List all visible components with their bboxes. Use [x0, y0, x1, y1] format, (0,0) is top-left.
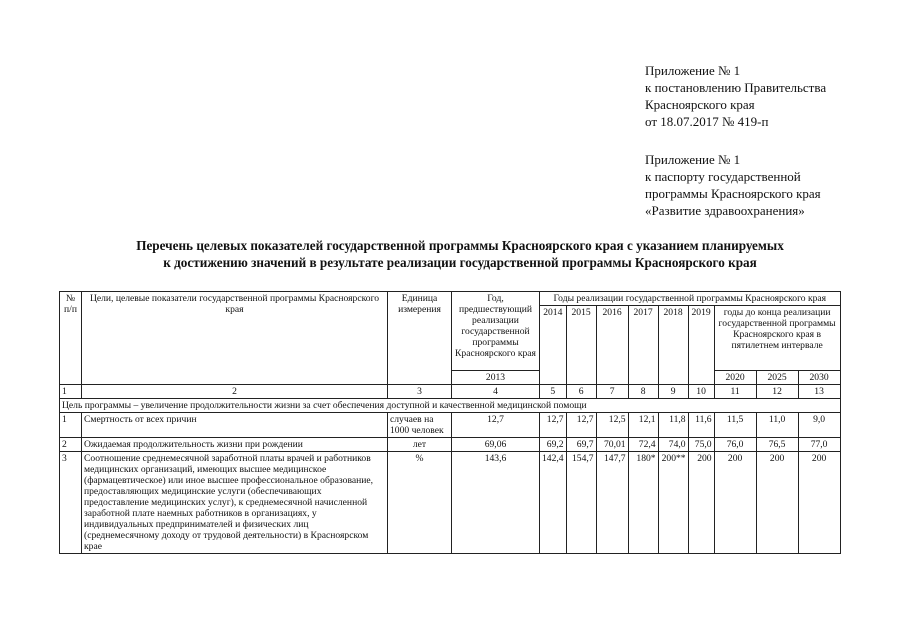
row-value: 180*	[628, 452, 658, 554]
appendix-line: Приложение № 1	[645, 152, 741, 167]
header-num: № п/п	[60, 292, 82, 385]
header-future-year: 2025	[756, 371, 798, 385]
table-header-row	[60, 292, 841, 306]
header-year: 2014	[540, 306, 567, 385]
row-base-value: 69,06	[452, 438, 540, 452]
row-name: Соотношение среднемесячной заработной платы врачей и работников медицинских организаций, имеющих высшее медицинское (фармацевтическое) или иное высшее профессиональное образование, предоставляющих медицинские услуги (обеспечивающих предоставление медицинских услуг), к среднемесячной начисленной заработной плате наемных работников в организациях, у индивидуальных предпринимателей и физических лиц (среднемесячному доходу от трудовой деятельности) в Красноярском крае	[82, 452, 388, 554]
row-value: 72,4	[628, 438, 658, 452]
row-value: 200**	[658, 452, 688, 554]
column-number: 11	[714, 385, 756, 399]
column-number: 9	[658, 385, 688, 399]
row-value: 12,5	[596, 413, 628, 438]
row-base-value: 12,7	[452, 413, 540, 438]
appendix-line: «Развитие здравоохранения»	[645, 203, 805, 218]
title-line-1: Перечень целевых показателей государственной программы Красноярского края с указанием планируемых	[136, 238, 784, 253]
header-year: 2017	[628, 306, 658, 385]
row-unit: случаев на 1000 человек	[388, 413, 452, 438]
appendix-resolution-block	[645, 62, 826, 130]
header-future: годы до конца реализации государственной программы Красноярского края в пятилетнем интервале	[714, 306, 840, 371]
row-num: 2	[60, 438, 82, 452]
goal-text: Цель программы – увеличение продолжительности жизни за счет обеспечения доступной и качественной медицинской помощи	[60, 399, 841, 413]
row-value: 200	[714, 452, 756, 554]
header-unit: Единица измерения	[388, 292, 452, 385]
row-unit: лет	[388, 438, 452, 452]
row-num: 1	[60, 413, 82, 438]
row-value: 11,8	[658, 413, 688, 438]
title-line-2: к достижению значений в результате реализации государственной программы Красноярского края	[163, 255, 757, 270]
column-number: 1	[60, 385, 82, 399]
row-name: Смертность от всех причин	[82, 413, 388, 438]
column-number-row	[60, 385, 841, 399]
row-value: 69,2	[540, 438, 567, 452]
appendix-line: к постановлению Правительства	[645, 80, 827, 95]
row-value: 200	[798, 452, 840, 554]
row-value: 200	[756, 452, 798, 554]
header-year: 2016	[596, 306, 628, 385]
row-value: 12,7	[540, 413, 567, 438]
row-value: 11,0	[756, 413, 798, 438]
row-value: 69,7	[566, 438, 596, 452]
header-year: 2015	[566, 306, 596, 385]
row-value: 70,01	[596, 438, 628, 452]
row-num: 3	[60, 452, 82, 554]
column-number: 4	[452, 385, 540, 399]
row-value: 200	[688, 452, 714, 554]
row-value: 142,4	[540, 452, 567, 554]
header-prior-year-value: 2013	[452, 371, 540, 385]
row-value: 76,5	[756, 438, 798, 452]
column-number: 2	[82, 385, 388, 399]
table-row	[60, 413, 841, 438]
column-number: 10	[688, 385, 714, 399]
row-value: 9,0	[798, 413, 840, 438]
row-value: 12,7	[566, 413, 596, 438]
column-number: 13	[798, 385, 840, 399]
table-row	[60, 438, 841, 452]
row-base-value: 143,6	[452, 452, 540, 554]
header-future-year: 2020	[714, 371, 756, 385]
row-value: 147,7	[596, 452, 628, 554]
column-number: 6	[566, 385, 596, 399]
header-future-year: 2030	[798, 371, 840, 385]
row-value: 75,0	[688, 438, 714, 452]
header-year: 2018	[658, 306, 688, 385]
column-number: 8	[628, 385, 658, 399]
column-number: 3	[388, 385, 452, 399]
row-value: 11,5	[714, 413, 756, 438]
appendix-line: программы Красноярского края	[645, 186, 821, 201]
row-value: 154,7	[566, 452, 596, 554]
appendix-line: Красноярского края	[645, 97, 755, 112]
indicators-table	[59, 291, 841, 554]
appendix-line: от 18.07.2017 № 419-п	[645, 114, 769, 129]
row-unit: %	[388, 452, 452, 554]
row-value: 12,1	[628, 413, 658, 438]
appendix-line: Приложение № 1	[645, 63, 741, 78]
column-number: 12	[756, 385, 798, 399]
header-impl-years: Годы реализации государственной программы Красноярского края	[540, 292, 841, 306]
row-value: 77,0	[798, 438, 840, 452]
header-goals: Цели, целевые показатели государственной программы Красноярского края	[82, 292, 388, 385]
row-value: 11,6	[688, 413, 714, 438]
header-prior-year: Год, предшествующий реализации государственной программы Красноярского края	[452, 292, 540, 371]
column-number: 5	[540, 385, 567, 399]
row-value: 74,0	[658, 438, 688, 452]
goal-row	[60, 399, 841, 413]
appendix-line: к паспорту государственной	[645, 169, 801, 184]
table-row	[60, 452, 841, 554]
row-name: Ожидаемая продолжительность жизни при рождении	[82, 438, 388, 452]
document-title	[60, 237, 860, 271]
column-number: 7	[596, 385, 628, 399]
appendix-passport-block	[645, 151, 821, 219]
row-value: 76,0	[714, 438, 756, 452]
header-year: 2019	[688, 306, 714, 385]
